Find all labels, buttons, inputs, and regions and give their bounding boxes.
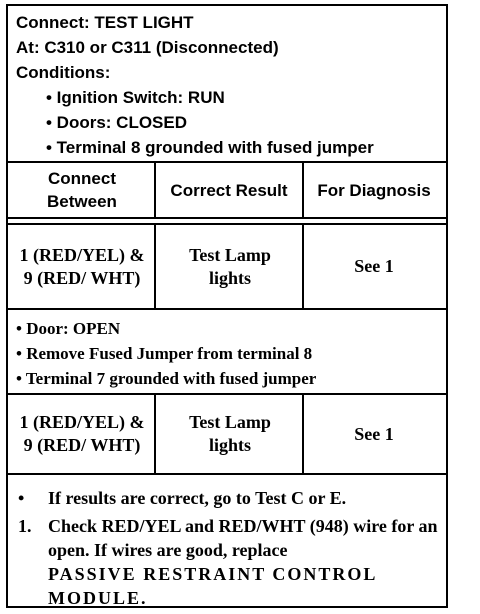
divider [8, 217, 446, 219]
conditions-label: Conditions: [16, 63, 111, 82]
condition-door-open: • Door: OPEN [16, 319, 121, 338]
step-module-name: PASSIVE RESTRAINT CONTROL MODULE. [48, 564, 377, 608]
note-step-1 [14, 514, 444, 610]
condition-remove-jumper: • Remove Fused Jumper from terminal 8 [16, 344, 313, 363]
divider [8, 308, 446, 310]
bullet-marker: • [18, 488, 25, 508]
row1-correct-result: Test Lamp lights [189, 244, 271, 288]
condition-terminal-7: • Terminal 7 grounded with fused jumper [16, 369, 317, 388]
step-text: Check RED/YEL and RED/WHT (948) wire for an open. If wires are good, replace [48, 516, 438, 560]
diagnostic-test-chart [6, 4, 448, 608]
note-bullet-text: If results are correct, go to Test C or E. [48, 488, 347, 508]
row2-diagnosis: See 1 [354, 423, 394, 444]
condition-terminal: • Terminal 8 grounded with fused jumper [46, 138, 374, 157]
mid-conditions [16, 316, 446, 391]
diagnosis-notes [14, 486, 444, 610]
column-divider [154, 223, 156, 310]
condition-ignition: • Ignition Switch: RUN [46, 88, 225, 107]
header-correct-result: Correct Result [170, 180, 288, 200]
test-header [16, 10, 436, 160]
row1-connect-between: 1 (RED/YEL) & 9 (RED/ WHT) [19, 244, 145, 288]
row2-correct-result: Test Lamp lights [189, 412, 271, 455]
step-marker: 1. [18, 516, 32, 536]
column-divider [154, 393, 156, 475]
note-bullet [14, 486, 444, 510]
connect-line: Connect: TEST LIGHT [16, 13, 194, 32]
row1-diagnosis: See 1 [354, 256, 394, 276]
header-connect-between: Connect Between [47, 169, 117, 211]
condition-doors: • Doors: CLOSED [46, 113, 188, 132]
at-line: At: C310 or C311 (Disconnected) [16, 38, 279, 57]
header-for-diagnosis: For Diagnosis [317, 180, 431, 200]
divider [8, 473, 446, 475]
row2-connect-between: 1 (RED/YEL) & 9 (RED/ WHT) [19, 412, 145, 455]
